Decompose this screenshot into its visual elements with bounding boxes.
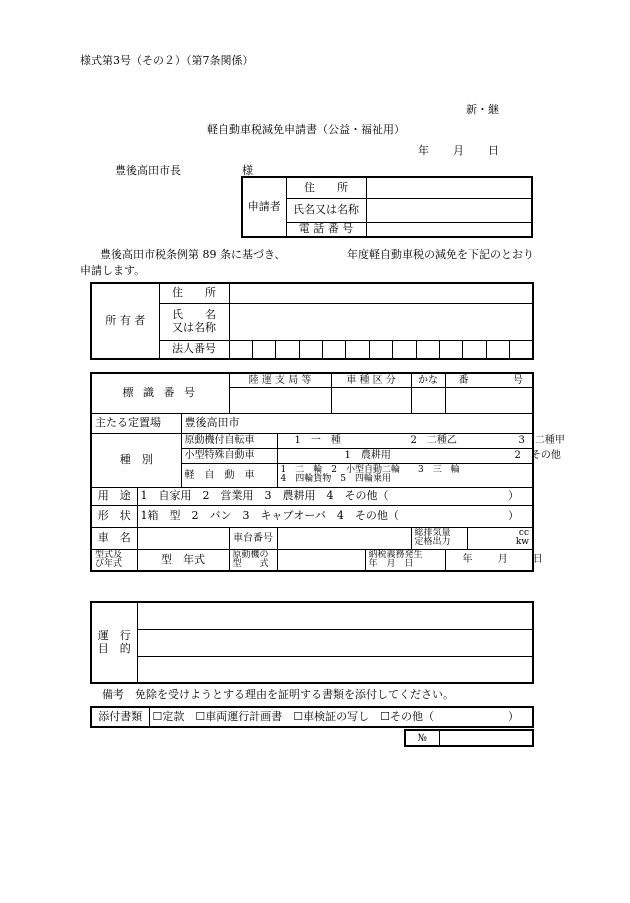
- displacement-field[interactable]: [467, 527, 533, 549]
- engine-field[interactable]: [277, 549, 365, 571]
- shape-options[interactable]: [137, 505, 533, 527]
- plate-number-field[interactable]: [445, 387, 533, 413]
- number-table: [404, 729, 534, 747]
- engine-label-line2: 型 式: [232, 558, 269, 569]
- applicant-phone-field[interactable]: [366, 222, 532, 237]
- type-moped-options[interactable]: [277, 433, 565, 448]
- applicant-address-label: 住 所: [286, 177, 366, 198]
- owner-name-label: [159, 303, 229, 340]
- statement-line1-b: 年度軽自動車税の減免を下記のとおり: [347, 248, 534, 261]
- attachments-table: [90, 706, 534, 728]
- corp-digit-cell[interactable]: [416, 340, 439, 359]
- model-label-line2: び年式: [95, 558, 123, 569]
- corp-digit-cell[interactable]: [486, 340, 509, 359]
- type-special-option-2[interactable]: 2 その他: [514, 450, 561, 461]
- attachments-items[interactable]: ☐定款 ☐車両運行計画書 ☐車検証の写し ☐その他（: [152, 709, 434, 723]
- type-kei-options[interactable]: [277, 463, 533, 487]
- type-label: 種 別: [91, 433, 181, 487]
- type-kei-label: 軽 自 動 車: [181, 463, 277, 487]
- plate-header-office: 陸 運 支 局 等: [229, 373, 331, 387]
- plate-kana-field[interactable]: [411, 387, 445, 413]
- type-moped-option-3[interactable]: 3 二種甲: [518, 435, 565, 446]
- purpose-label: [91, 602, 137, 683]
- engine-label-line1: 原動機の: [232, 549, 269, 560]
- number-label: №: [405, 730, 439, 746]
- location-value: 豊後高田市: [181, 413, 533, 433]
- model-value[interactable]: 型 年式: [137, 549, 229, 571]
- owner-table: [90, 282, 534, 360]
- type-special-options[interactable]: [277, 448, 561, 463]
- type-moped-option-1[interactable]: 1 一 種: [294, 435, 341, 446]
- purpose-label-line2: 目 的: [97, 641, 131, 655]
- corp-digit-cell[interactable]: [369, 340, 392, 359]
- tax-date-label-line2: 年 月 日: [368, 558, 414, 569]
- number-field[interactable]: [439, 730, 533, 746]
- owner-name-label-line1: 氏 名: [172, 308, 216, 322]
- honorific: 様: [242, 164, 253, 177]
- owner-address-field[interactable]: [229, 283, 533, 303]
- corp-digit-cell[interactable]: [463, 340, 486, 359]
- applicant-address-field[interactable]: [366, 177, 532, 198]
- new-continue-mark: 新・継: [466, 103, 499, 116]
- plate-header-kana: かな: [411, 373, 445, 387]
- use-options[interactable]: [137, 487, 533, 505]
- owner-corp-number-label: 法人番号: [159, 340, 229, 359]
- form-title: 軽自動車税減免申請書（公益・福祉用）: [207, 123, 405, 136]
- corp-digit-cell[interactable]: [323, 340, 346, 359]
- displacement-label-line2: 定格出力: [414, 537, 451, 547]
- corp-digit-cell[interactable]: [393, 340, 416, 359]
- vehicle-name-label: 車 名: [91, 527, 137, 549]
- use-options-text[interactable]: 1 自家用 2 営業用 3 農耕用 4 その他（: [140, 488, 389, 502]
- tax-date-label: [365, 549, 445, 571]
- addressee: 豊後高田市長: [115, 164, 181, 177]
- attachments-label: 添付書類: [91, 707, 149, 727]
- attachments-options[interactable]: [149, 707, 533, 727]
- applicant-name-field[interactable]: [366, 198, 532, 222]
- corp-digit-cell[interactable]: [346, 340, 369, 359]
- plate-header-ban: 番: [458, 374, 469, 386]
- owner-label: 所 有 者: [91, 283, 159, 359]
- purpose-line-3[interactable]: [137, 656, 533, 683]
- plate-header-number: [445, 373, 533, 387]
- type-moped-option-2[interactable]: 2 二種乙: [410, 435, 457, 446]
- corp-digit-cell[interactable]: [229, 340, 252, 359]
- model-label: [91, 549, 137, 571]
- plate-header-go: 号: [513, 374, 523, 386]
- engine-label: [229, 549, 277, 571]
- tax-date-label-line1: 納税義務発生: [368, 549, 423, 560]
- owner-address-label: 住 所: [159, 283, 229, 303]
- location-label: 主たる定置場: [91, 413, 181, 433]
- vehicle-table: [90, 372, 565, 572]
- owner-name-label-line2: 又は名称: [172, 320, 216, 334]
- corp-digit-cell[interactable]: [299, 340, 322, 359]
- vehicle-name-field[interactable]: [137, 527, 229, 549]
- plate-class-field[interactable]: [331, 387, 411, 413]
- use-label: 用 途: [91, 487, 137, 505]
- type-moped-label: 原動機付自転車: [181, 433, 277, 448]
- type-special-option-1[interactable]: 1 農耕用: [344, 450, 391, 461]
- tax-day: 日: [532, 554, 543, 566]
- shape-options-text[interactable]: 1箱 型 2 バン 3 キャブオーバ 4 その他（: [140, 508, 399, 522]
- form-number: 様式第3号（その２）（第7条関係）: [80, 54, 254, 67]
- displacement-label-line1: 総排気量: [414, 528, 451, 538]
- purpose-label-line1: 運 行: [97, 629, 131, 643]
- tax-date-field[interactable]: [445, 549, 543, 571]
- use-close-paren: ）: [508, 488, 519, 502]
- purpose-table: [90, 601, 534, 684]
- remarks: 備考 免除を受けようとする理由を証明する書類を添付してください。: [102, 688, 454, 701]
- attachments-close-paren: ）: [508, 709, 519, 723]
- date-year: 年: [418, 144, 429, 157]
- statement-line1-a: 豊後高田市税条例第 89 条に基づき、: [100, 248, 286, 261]
- type-kei-options-line1[interactable]: 1 二 輪 2 小型自動二輪 3 三 輪: [280, 465, 460, 475]
- applicant-phone-label: 電 話 番 号: [286, 222, 366, 237]
- type-kei-options-line2[interactable]: 4 四輪貨物 5 四輪乗用: [280, 474, 391, 484]
- tax-month: 月: [497, 554, 508, 566]
- type-special-label: 小型特殊自動車: [181, 448, 277, 463]
- plate-office-field[interactable]: [229, 387, 331, 413]
- applicant-label: 申請者: [242, 177, 286, 237]
- corp-digit-cell[interactable]: [252, 340, 275, 359]
- date-month: 月: [453, 144, 464, 157]
- purpose-line-1[interactable]: [137, 602, 533, 629]
- applicant-name-label: 氏名又は名称: [286, 198, 366, 222]
- unit-kw: kw: [515, 537, 529, 547]
- shape-label: 形 状: [91, 505, 137, 527]
- chassis-field[interactable]: [277, 527, 411, 549]
- shape-close-paren: ）: [508, 508, 519, 522]
- chassis-label: 車台番号: [229, 527, 277, 549]
- tax-year: 年: [462, 554, 473, 566]
- purpose-line-2[interactable]: [137, 629, 533, 656]
- date-day: 日: [488, 144, 499, 157]
- model-label-line1: 型式及: [95, 549, 123, 560]
- plate-number-label: 標 識 番 号: [91, 373, 229, 413]
- corp-digit-cell[interactable]: [276, 340, 299, 359]
- applicant-table: [241, 176, 533, 238]
- unit-cc: cc: [518, 528, 529, 538]
- corp-digit-cell[interactable]: [510, 340, 534, 359]
- displacement-label: [411, 527, 467, 549]
- corp-digit-cell[interactable]: [439, 340, 462, 359]
- statement-line2: 申請します。: [80, 264, 146, 277]
- plate-header-class: 車 種 区 分: [331, 373, 411, 387]
- owner-name-field[interactable]: [229, 303, 533, 340]
